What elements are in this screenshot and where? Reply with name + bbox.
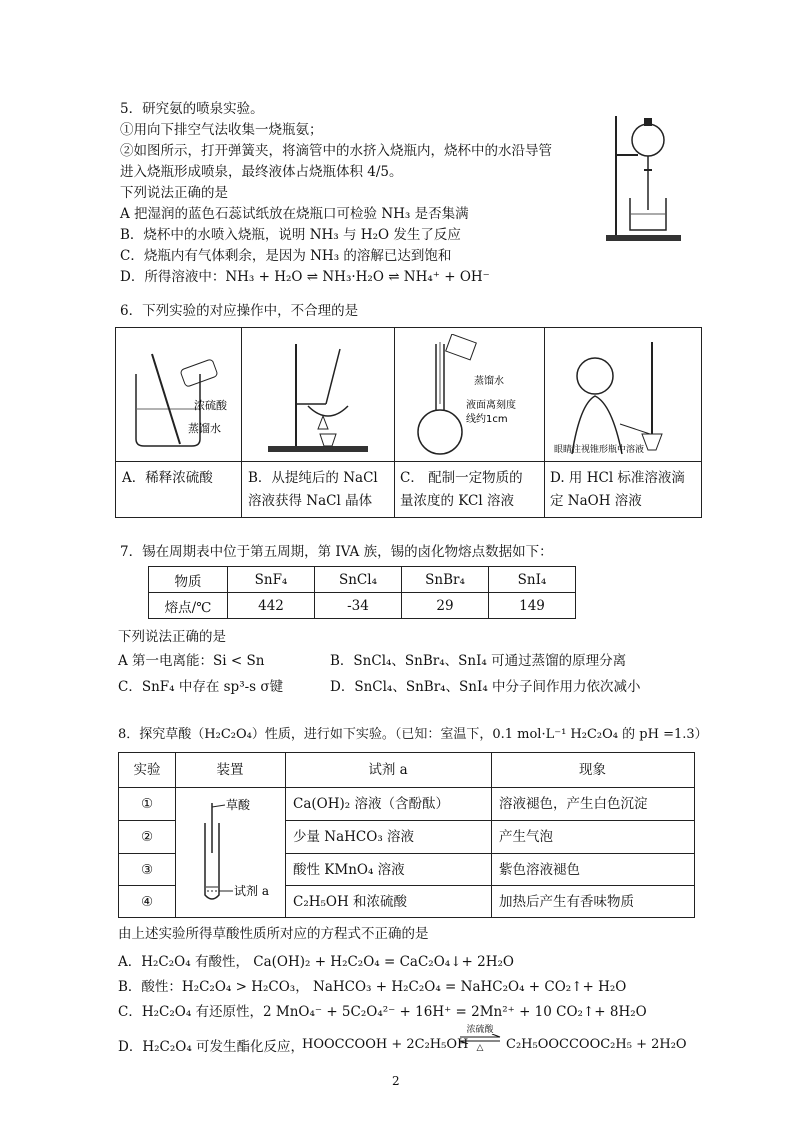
table-header-cell: 物质 [149, 567, 228, 593]
q8-question: 由上述实验所得草酸性质所对应的方程式不正确的是 [118, 926, 429, 942]
q5-step2a: ②如图所示，打开弹簧夹，将滴管中的水挤入烧瓶内，烧杯中的水沿导管 [120, 143, 552, 159]
q5-step2b: 进入烧瓶形成喷泉，最终液体占烧瓶体积 4/5。 [120, 164, 403, 180]
table-cell: 149 [489, 593, 576, 619]
q8-option-a: A．H₂C₂O₄ 有酸性， Ca(OH)₂ + H₂C₂O₄ = CaC₂O₄↓+ 2H₂O [118, 954, 514, 970]
q6-option-d-2: 定 NaOH 溶液 [550, 493, 642, 509]
q7-option-a: A 第一电离能：Si < Sn [118, 653, 265, 669]
q7-option-c: C．SnF₄ 中存在 sp³-s σ键 [118, 679, 284, 695]
q8-header-phenomenon: 现象 [579, 762, 606, 778]
table-header-cell: SnBr₄ [402, 567, 489, 593]
melting-point-table [148, 566, 576, 619]
q5-stem: 5．研究氨的喷泉实验。 [120, 101, 264, 117]
q8-row-reagent: C₂H₅OH 和浓硫酸 [293, 894, 408, 910]
q6-option-b-2: 溶液获得 NaCl 晶体 [248, 493, 373, 509]
q5-question: 下列说法正确的是 [120, 185, 228, 201]
q8-row-num: ③ [140, 862, 154, 878]
esterification-condition-top: 浓硫酸 [466, 1025, 494, 1035]
table-header-cell: SnCl₄ [315, 567, 402, 593]
table-header-cell: SnI₄ [489, 567, 576, 593]
q8-row-phenomenon: 溶液褪色，产生白色沉淀 [499, 796, 648, 812]
evaporation-figure [248, 334, 388, 458]
q8-row-reagent: 少量 NaHCO₃ 溶液 [293, 829, 415, 845]
q7-stem: 7．锡在周期表中位于第五周期，第 IVA 族，锡的卤化物熔点数据如下： [120, 544, 553, 560]
q7-option-b: B．SnCl₄、SnBr₄、SnI₄ 可通过蒸馏的原理分离 [330, 653, 627, 669]
q8-row-phenomenon: 产生气泡 [499, 829, 553, 845]
q8-option-b: B．酸性：H₂C₂O₄ > H₂CO₃， NaHCO₃ + H₂C₂O₄ = NaHC₂O₄ + CO₂↑+ H₂O [118, 979, 627, 995]
table-cell: -34 [315, 593, 402, 619]
q5-option-c: C．烧瓶内有气体剩余，是因为 NH₃ 的溶解已达到饱和 [120, 248, 452, 264]
q8-option-c: C．H₂C₂O₄ 有还原性，2 MnO₄⁻ + 5C₂O₄²⁻ + 16H⁺ = 2Mn²⁺ + 10 CO₂↑+ 8H₂O [118, 1004, 647, 1020]
volumetric-flask-figure [400, 334, 540, 458]
q8-row-reagent: Ca(OH)₂ 溶液（含酚酞） [293, 796, 449, 812]
q8-option-d-left: HOOCCOOH + 2C₂H₅OH [302, 1037, 469, 1052]
q6-option-a: A．稀释浓硫酸 [122, 470, 213, 486]
q8-header-apparatus: 装置 [216, 762, 244, 778]
q8-row-num: ② [140, 829, 154, 845]
fig-c-1cm-label: 线约1cm [466, 414, 508, 425]
q5-option-a: A 把湿润的蓝色石蕊试纸放在烧瓶口可检验 NH₃ 是否集满 [120, 206, 469, 222]
table-cell: 熔点/℃ [149, 593, 228, 619]
titration-figure [550, 334, 696, 458]
q8-header-experiment: 实验 [133, 762, 161, 778]
q6-table [115, 327, 702, 518]
page-number: 2 [392, 1074, 400, 1088]
fig-c-water-label: 蒸馏水 [474, 376, 504, 387]
q8-header-reagent: 试剂 a [368, 762, 408, 778]
conc-sulfuric-acid-label: 浓硫酸 [194, 399, 227, 412]
q8-experiment-table [118, 752, 695, 918]
table-cell: 29 [402, 593, 489, 619]
q8-row-phenomenon: 加热后产生有香味物质 [499, 894, 634, 910]
q6-option-b: B．从提纯后的 NaCl [248, 470, 378, 486]
fig-c-level-label: 液面离刻度 [466, 400, 516, 411]
q8-option-d-right: C₂H₅OOCCOOC₂H₅ + 2H₂O [506, 1037, 687, 1052]
q5-option-b: B．烧杯中的水喷入烧瓶，说明 NH₃ 与 H₂O 发生了反应 [120, 227, 461, 243]
q6-option-c: C． 配制一定物质的 [400, 470, 523, 486]
q8-row-num: ① [140, 796, 154, 812]
oxalic-acid-label: 草酸 [226, 798, 251, 812]
q8-stem: 8．探究草酸（H₂C₂O₄）性质，进行如下实验。（已知：室温下，0.1 mol·L⁻¹ H₂C₂O₄ 的 pH =1.3） [118, 727, 708, 742]
q5-option-d: D．所得溶液中：NH₃ + H₂O ⇌ NH₃·H₂O ⇌ NH₄⁺ + OH⁻ [120, 269, 490, 285]
reagent-a-label: 试剂 a [234, 884, 269, 898]
q6-stem: 6．下列实验的对应操作中，不合理的是 [120, 303, 359, 319]
q6-option-d: D. 用 HCl 标准溶液滴 [550, 470, 685, 486]
q5-step1: ①用向下排空气法收集一烧瓶氨； [120, 122, 323, 138]
q7-question: 下列说法正确的是 [118, 629, 226, 645]
distilled-water-label: 蒸馏水 [188, 422, 221, 435]
table-header-cell: SnF₄ [228, 567, 315, 593]
dilute-sulfuric-acid-figure [122, 334, 236, 458]
q7-option-d: D．SnCl₄、SnBr₄、SnI₄ 中分子间作用力依次减小 [330, 679, 641, 695]
fountain-apparatus-figure [598, 110, 703, 245]
esterification-condition-bottom: △ [476, 1043, 484, 1053]
test-tube-figure [179, 793, 283, 913]
table-cell: 442 [228, 593, 315, 619]
q8-row-reagent: 酸性 KMnO₄ 溶液 [293, 862, 405, 878]
q8-row-num: ④ [140, 894, 154, 910]
q8-row-phenomenon: 紫色溶液褪色 [499, 862, 580, 878]
q6-option-c-2: 量浓度的 KCl 溶液 [400, 493, 514, 509]
fig-d-label: 眼睛注视锥形瓶中溶液 [554, 445, 645, 455]
q8-option-d-prefix: D．H₂C₂O₄ 可发生酯化反应， [118, 1039, 305, 1055]
